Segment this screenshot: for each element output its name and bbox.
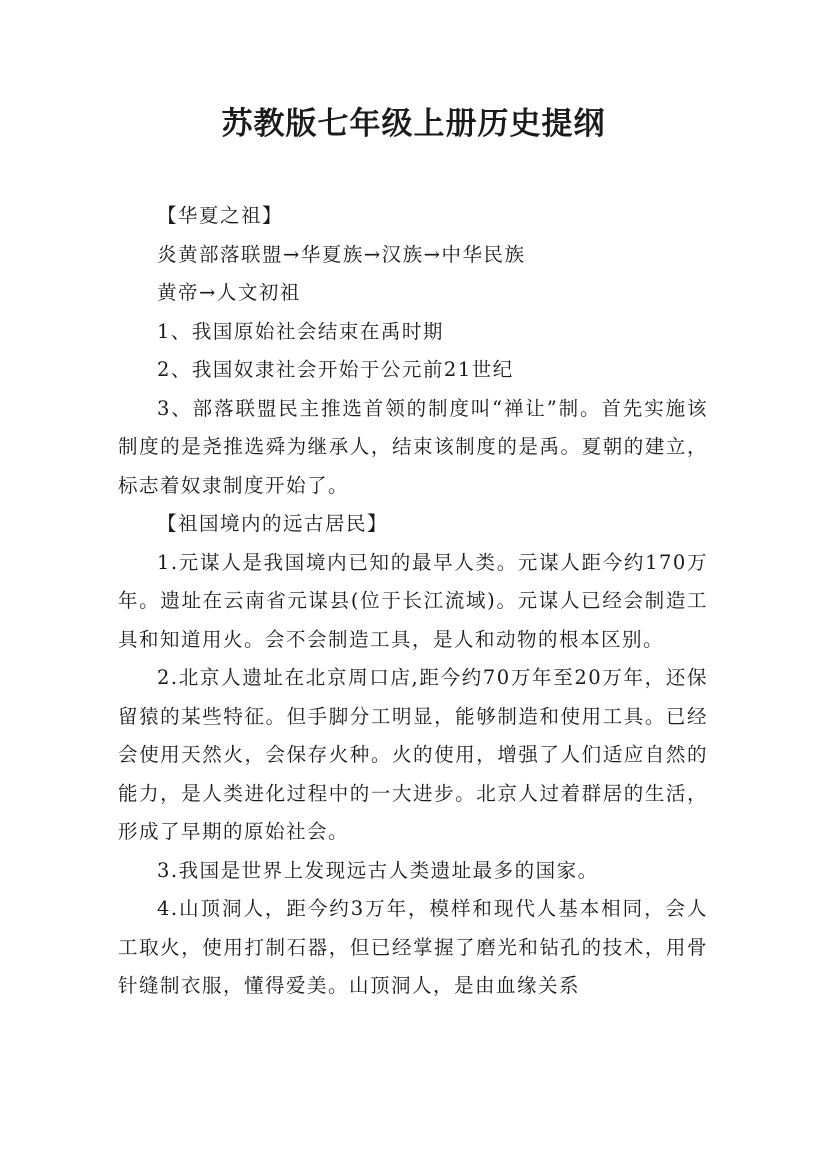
paragraph: 4.山顶洞人，距今约3万年，模样和现代人基本相同，会人工取火，使用打制石器，但已经掌握了磨光和钻孔的技术，用骨针缝制衣服，懂得爱美。山顶洞人，是由血缘关系 — [118, 897, 708, 997]
paragraph: 黄帝→人文初祖 — [157, 281, 301, 304]
section-heading: 【祖国境内的远古居民】 — [157, 512, 389, 535]
paragraph: 3.我国是世界上发现远古人类遗址最多的国家。 — [157, 858, 599, 882]
page-title: 苏教版七年级上册历史提纲 — [221, 106, 606, 142]
paragraph: 2.北京人遗址在北京周口店,距今约70万年至20万年，还保留猿的某些特征。但手脚分工明显，能够制造和使用工具。已经会使用天然火，会保存火种。火的使用，增强了人们适应自然的能力，是人类进化过程中的一大进步。北京人过着群居的生活，形成了早期的原始社会。 — [118, 666, 708, 843]
paragraph: 2、我国奴隶社会开始于公元前21世纪 — [157, 358, 514, 381]
paragraph: 3、部落联盟民主推选首领的制度叫“禅让”制。首先实施该制度的是尧推选舜为继承人，结束该制度的是禹。夏朝的建立，标志着奴隶制度开始了。 — [118, 396, 708, 497]
document-body — [118, 197, 708, 1006]
paragraph: 炎黄部落联盟→华夏族→汉族→中华民族 — [157, 242, 526, 266]
section-heading: 【华夏之祖】 — [157, 204, 284, 227]
paragraph: 1、我国原始社会结束在禹时期 — [157, 319, 444, 343]
paragraph: 1.元谋人是我国境内已知的最早人类。元谋人距今约170万年。遗址在云南省元谋县(位于长江流域)。元谋人已经会制造工具和知道用火。会不会制造工具，是人和动物的根本区别。 — [118, 550, 708, 651]
